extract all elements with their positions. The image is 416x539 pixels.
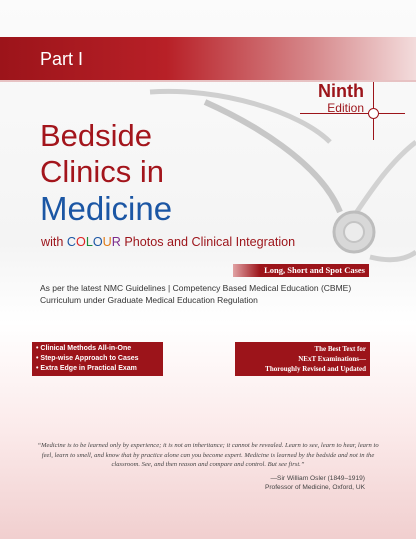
subtitle-suffix: Photos and Clinical Integration	[120, 235, 296, 249]
edition-word: Edition	[327, 101, 364, 115]
guidelines-line-2: Curriculum under Graduate Medical Education Regulation	[40, 295, 258, 305]
best-text-line: Thoroughly Revised and Updated	[265, 365, 366, 373]
guidelines-text	[40, 282, 380, 306]
title-line-1: Bedside	[40, 118, 153, 153]
title-line-2: Clinics in	[40, 154, 165, 189]
colour-letter: O	[76, 235, 86, 249]
edition-circle-icon	[368, 108, 379, 119]
quote-author-title: Professor of Medicine, Oxford, UK	[264, 484, 365, 491]
colour-letter: L	[85, 235, 93, 249]
best-text-box	[235, 342, 370, 376]
title-line-3: Medicine	[40, 190, 173, 227]
best-text-line: The Best Text for	[314, 345, 366, 353]
osler-quote: “Medicine is to be learned only by experience; it is not an inheritance; it cannot be revealed. Learn to see, learn to hear, learn to feel, learn to smell, and know that by practice alone can you become expert. Medicine is learned by the bedside and not in the classroom. See, and then reason and compare and control. But see first.”	[37, 442, 379, 468]
features-box	[32, 342, 163, 376]
feature-item: • Extra Edge in Practical Exam	[36, 365, 137, 372]
colour-letter: U	[102, 235, 112, 249]
quote-author: —Sir William Osler (1849–1919)	[270, 475, 365, 482]
cases-band-text: Long, Short and Spot Cases	[264, 265, 365, 275]
colour-letter: C	[66, 235, 77, 249]
subtitle	[41, 235, 295, 249]
part-label: Part I	[40, 49, 84, 69]
subtitle-prefix: with	[41, 235, 67, 249]
colour-letter: O	[92, 235, 103, 249]
guidelines-line-1: As per the latest NMC Guidelines | Competency Based Medical Education (CBME)	[40, 283, 352, 293]
best-text-line: NExT Examinations—	[298, 355, 366, 363]
feature-item: • Clinical Methods All-in-One	[36, 345, 132, 352]
edition-number: Ninth	[318, 81, 364, 101]
colour-letter: R	[111, 235, 121, 249]
cases-band	[233, 264, 369, 277]
feature-item: • Step-wise Approach to Cases	[36, 355, 139, 362]
edition-badge	[304, 81, 364, 115]
